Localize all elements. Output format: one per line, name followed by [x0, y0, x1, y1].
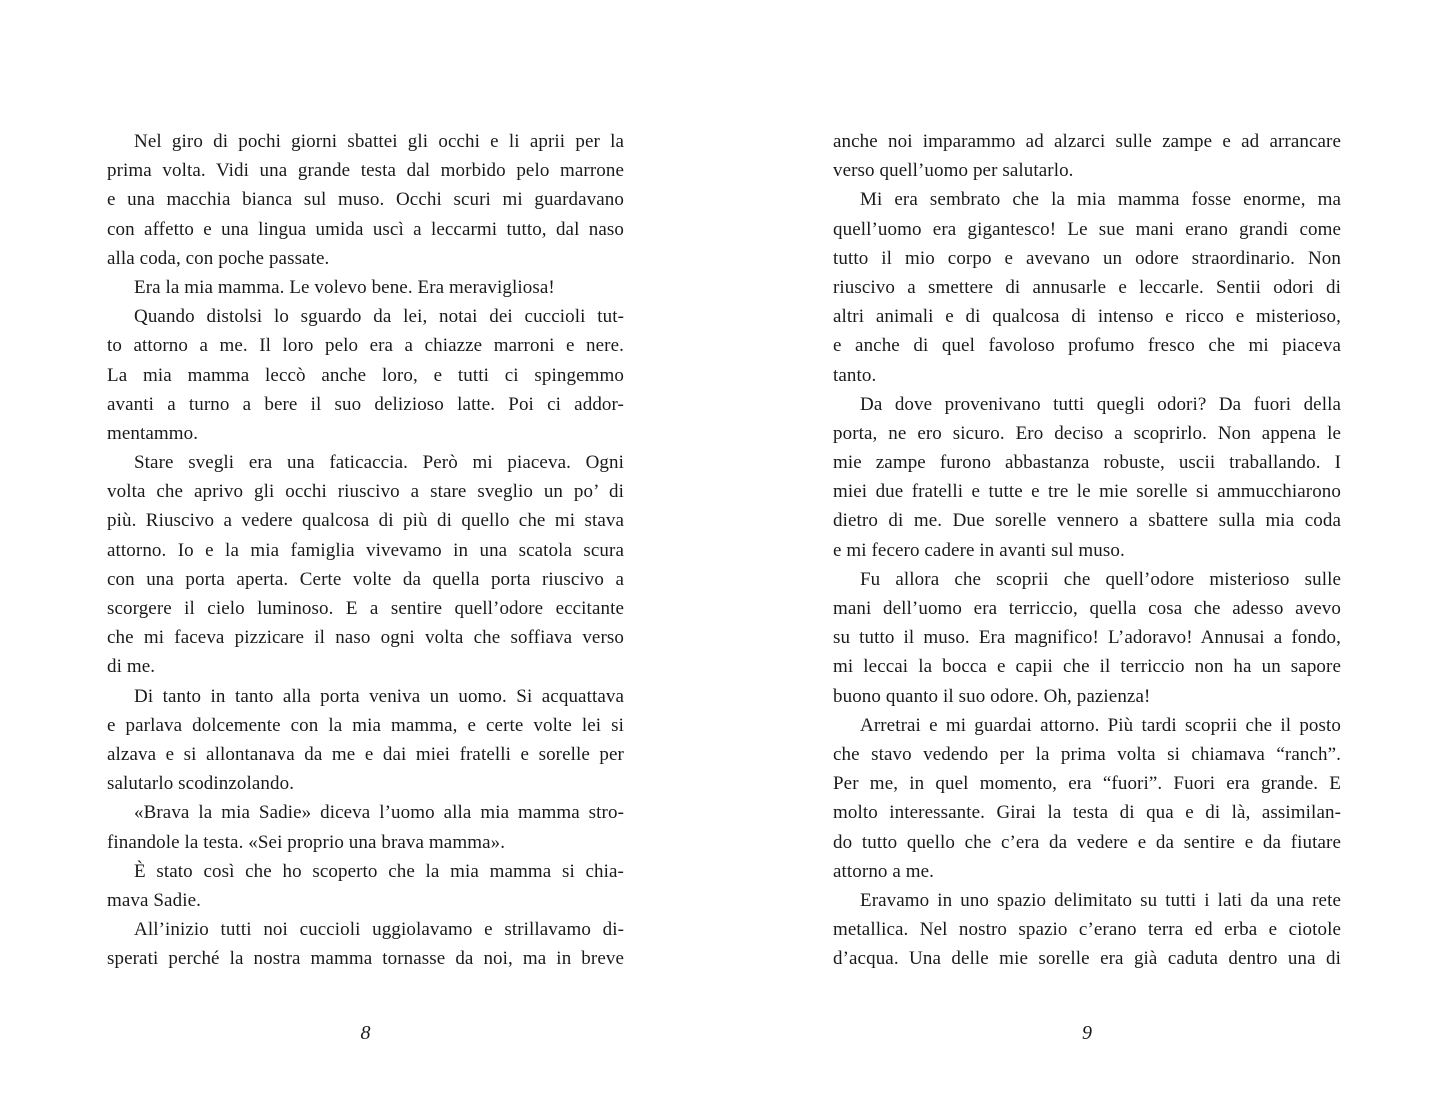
text-line: su tutto il muso. Era magnifico! L’adoravo! Annusai a fondo, [833, 627, 1341, 649]
text-line: mani dell’uomo era terriccio, quella cosa che adesso avevo [833, 598, 1341, 619]
text-line: tanto. [833, 364, 877, 386]
text-line: altri animali e di qualcosa di intenso e ricco e misterioso, [833, 306, 1341, 328]
text-line: più. Riuscivo a vedere qualcosa di più di quello che mi stava [107, 510, 624, 532]
page-number-right: 9 [1082, 1022, 1092, 1044]
paragraph [107, 682, 624, 799]
text-line: Di tanto in tanto alla porta veniva un uomo. Si acquattava [134, 685, 624, 707]
text-line: e parlava dolcemente con la mia mamma, e certe volte lei si [107, 714, 624, 736]
paragraph [107, 857, 624, 915]
text-line: mava Sadie. [107, 889, 201, 911]
text-line: to attorno a me. Il loro pelo era a chiazze marroni e nere. [107, 335, 624, 357]
paragraph [107, 915, 624, 973]
text-line: dietro di me. Due sorelle vennero a sbattere sulla mia coda [833, 510, 1341, 532]
text-line: Nel giro di pochi giorni sbattei gli occhi e li aprii per la [134, 131, 624, 152]
text-line: All’inizio tutti noi cuccioli uggiolavamo e strillavamo di- [134, 919, 624, 941]
text-line: attorno a me. [833, 860, 935, 882]
paragraph [833, 711, 1341, 886]
text-line: mie zampe furono abbastanza robuste, uscii traballando. I [833, 452, 1341, 474]
text-line: miei due fratelli e tutte e tre le mie sorelle si ammucchiarono [833, 481, 1341, 503]
text-line: tutto il mio corpo e avevano un odore straordinario. Non [833, 247, 1341, 269]
text-line: Fu allora che scoprii che quell’odore misterioso sulle [860, 568, 1341, 590]
text-line: verso quell’uomo per salutarlo. [833, 160, 1074, 182]
paragraph [833, 390, 1341, 565]
text-line: attorno. Io e la mia famiglia vivevamo in una scatola scura [107, 539, 624, 561]
text-line: quell’uomo era gigantesco! Le sue mani erano grandi come [833, 218, 1341, 240]
text-line: che stavo vedendo per la prima volta si chiamava “ranch”. [833, 743, 1341, 765]
text-line: Stare svegli era una faticaccia. Però mi piaceva. Ogni [134, 452, 624, 474]
page-right [833, 0, 1341, 1107]
text-line: e una macchia bianca sul muso. Occhi scuri mi guardavano [107, 189, 624, 211]
text-line: e mi fecero cadere in avanti sul muso. [833, 539, 1125, 561]
text-line: di me. [107, 656, 156, 678]
text-line: alzava e si allontanava da me e dai miei fratelli e sorelle per [107, 743, 624, 765]
text-line: finandole la testa. «Sei proprio una brava mamma». [107, 831, 506, 853]
text-line: prima volta. Vidi una grande testa dal morbido pelo marrone [107, 160, 624, 182]
text-line: La mia mamma leccò anche loro, e tutti ci spingemmo [107, 364, 624, 386]
text-line: Per me, in quel momento, era “fuori”. Fuori era grande. E [833, 773, 1341, 795]
text-line: metallica. Nel nostro spazio c’erano terra ed erba e ciotole [833, 919, 1341, 941]
text-line: mi leccai la bocca e capii che il terriccio non ha un sapore [833, 656, 1341, 678]
text-line: e anche di quel favoloso profumo fresco che mi piaceva [833, 335, 1341, 357]
page-left [107, 0, 624, 1107]
page-number-left: 8 [360, 1022, 371, 1044]
text-line: volta che aprivo gli occhi riuscivo a stare sveglio un po’ di [107, 481, 624, 503]
paragraph [107, 273, 624, 302]
text-line: Da dove provenivano tutti quegli odori? Da fuori della [860, 393, 1341, 415]
text-line: molto interessante. Girai la testa di qua e di là, assimilan- [833, 802, 1341, 824]
text-line: riuscivo a smettere di annusarle e leccarle. Sentii odori di [833, 276, 1341, 298]
text-line: avanti a turno a bere il suo delizioso latte. Poi ci addor- [107, 393, 624, 415]
text-line: con affetto e una lingua umida uscì a leccarmi tutto, dal naso [107, 218, 624, 240]
text-line: È stato così che ho scoperto che la mia mamma si chia- [134, 860, 624, 882]
text-line: scorgere il cielo luminoso. E a sentire quell’odore eccitante [107, 598, 624, 619]
page-right-text [833, 127, 1341, 973]
text-line: sperati perché la nostra mamma tornasse da noi, ma in breve [107, 948, 624, 970]
text-line: con una porta aperta. Certe volte da quella porta riuscivo a [107, 568, 624, 590]
text-line: Arretrai e mi guardai attorno. Più tardi scoprii che il posto [860, 714, 1341, 736]
paragraph [107, 448, 624, 682]
text-line: salutarlo scodinzolando. [107, 773, 295, 795]
text-line: buono quanto il suo odore. Oh, pazienza! [833, 685, 1151, 707]
text-line: do tutto quello che c’era da vedere e da sentire e da fiutare [833, 831, 1341, 853]
text-line: Quando distolsi lo sguardo da lei, notai dei cuccioli tut- [134, 306, 624, 328]
page-left-text [107, 127, 624, 973]
text-line: anche noi imparammo ad alzarci sulle zampe e ad arrancare [833, 131, 1341, 152]
paragraph [107, 302, 624, 448]
paragraph [833, 886, 1341, 974]
paragraph [107, 798, 624, 856]
paragraph [833, 565, 1341, 711]
paragraph [833, 127, 1341, 185]
text-line: alla coda, con poche passate. [107, 247, 330, 269]
text-line: Eravamo in uno spazio delimitato su tutti i lati da una rete [860, 889, 1341, 911]
text-line: porta, ne ero sicuro. Ero deciso a scoprirlo. Non appena le [833, 422, 1341, 444]
text-line: d’acqua. Una delle mie sorelle era già caduta dentro una di [833, 948, 1341, 970]
text-line: Mi era sembrato che la mia mamma fosse enorme, ma [860, 189, 1341, 211]
text-line: «Brava la mia Sadie» diceva l’uomo alla mia mamma stro- [134, 802, 624, 824]
text-line: mentammo. [107, 422, 199, 444]
text-line: che mi faceva pizzicare il naso ogni volta che soffiava verso [107, 627, 624, 649]
text-line: Era la mia mamma. Le volevo bene. Era meravigliosa! [134, 276, 555, 298]
paragraph [107, 127, 624, 273]
paragraph [833, 185, 1341, 389]
